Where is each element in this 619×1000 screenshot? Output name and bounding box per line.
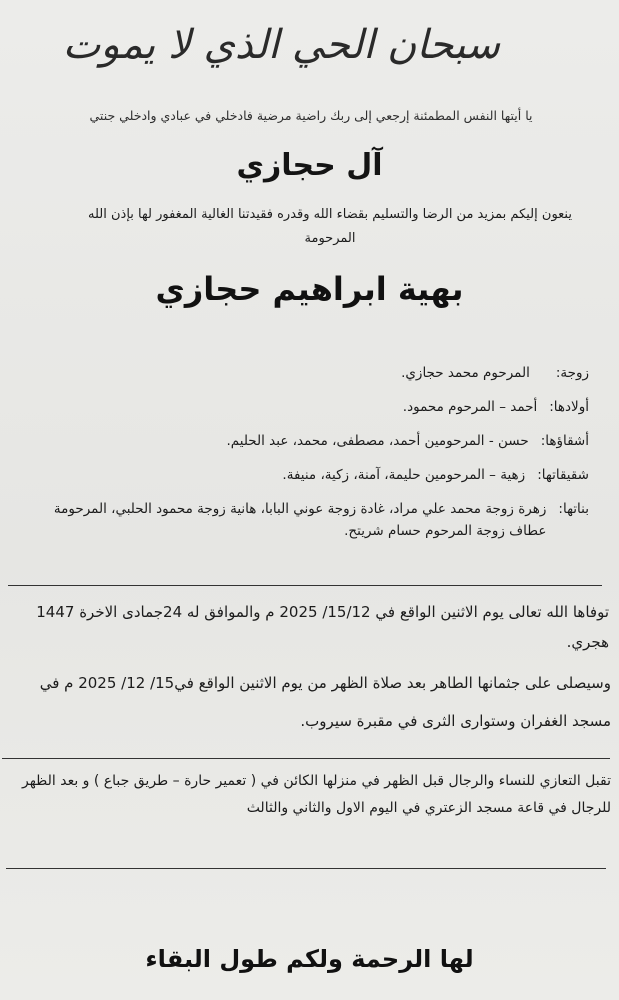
intro-text: ينعون إليكم بمزيد من الرضا والتسليم بقضاء الله وقدره فقيدتنا الغالية المغفور لها بإذن الله المرحومة: [88, 207, 572, 246]
relative-row-sisters: [29, 464, 589, 486]
relative-value: المرحوم محمد حجازي.: [401, 365, 530, 381]
deceased-name: بهية ابراهيم حجازي: [155, 270, 464, 308]
divider-line: [2, 758, 610, 759]
relative-value: زهية – المرحومين حليمة، آمنة، زكية، منيفة.: [282, 467, 526, 483]
divider-line: [8, 585, 602, 586]
relative-label: بناتها:: [558, 501, 589, 517]
relative-row-brothers: [29, 430, 589, 452]
condolence-notice: تقبل التعازي للنساء والرجال قبل الظهر في منزلها الكائن في ( تعمير حارة – طريق جباع ) و بعد الظهر للرجال في قاعة مسجد الزعتري في اليوم الاول والثاني والثالث: [21, 773, 611, 816]
relative-value: حسن - المرحومين أحمد، مصطفى، محمد، عبد الحليم.: [226, 433, 529, 449]
relative-value: أحمد – المرحوم محمود.: [402, 399, 538, 415]
family-name: آل حجازي: [236, 148, 383, 183]
relative-row-spouse: [29, 362, 589, 384]
relatives-list: [29, 362, 589, 554]
relative-row-daughters: [29, 498, 589, 542]
relative-label: شقيقاتها:: [537, 467, 589, 483]
divider-line: [6, 868, 606, 869]
closing-phrase: لها الرحمة ولكم طول البقاء: [145, 945, 474, 973]
relative-label: أشقاؤها:: [540, 433, 589, 449]
relative-label: أولادها:: [549, 399, 589, 415]
death-notice: توفاها الله تعالى يوم الاثنين الواقع في 15/12/ 2025 م والموافق له 24جمادى الاخرة 1447 هجري.: [36, 603, 609, 651]
quran-verse: يا أيتها النفس المطمئنة إرجعي إلى ربك راضية مرضية فادخلي في عبادي وادخلي جنتي: [89, 108, 533, 123]
calligraphy-header: سبحان الحي الذي لا يموت: [62, 22, 500, 68]
relative-label: زوجة:: [555, 365, 589, 381]
relative-row-sons: [29, 396, 589, 418]
funeral-notice: وسيصلى على جثمانها الطاهر بعد صلاة الظهر من يوم الاثنين الواقع في15/ 12/ 2025 م في مسجد الغفران وستوارى الثرى في مقبرة سيروب.: [39, 674, 611, 730]
relative-value: زهرة زوجة محمد علي مراد، غادة زوجة عوني البابا، هانية زوجة محمود الحلبي، المرحومة عطاف زوجة المرحوم حسام شريتح.: [53, 501, 547, 539]
